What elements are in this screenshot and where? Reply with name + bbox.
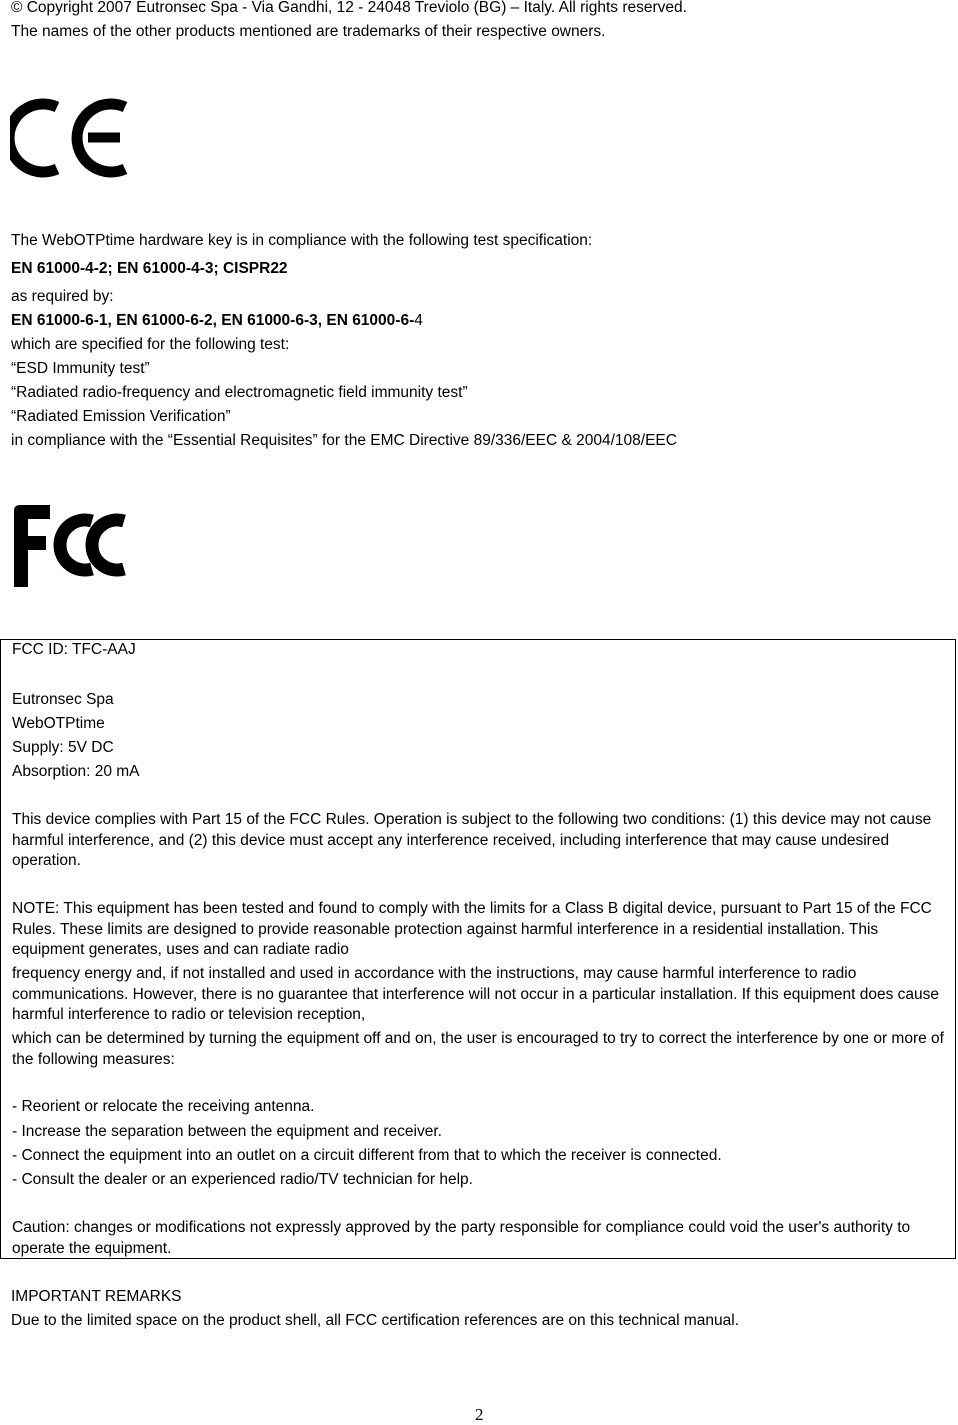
fcc-id: FCC ID: TFC-AAJ: [12, 641, 136, 658]
measure-item: - Connect the equipment into an outlet on a circuit different from that to which the receiver is connected.: [12, 1147, 722, 1164]
fcc-info-box: [0, 639, 956, 1259]
test-item: “Radiated Emission Verification”: [11, 408, 231, 425]
measure-item: - Reorient or relocate the receiving antenna.: [12, 1098, 315, 1115]
page-number: 2: [475, 1405, 484, 1424]
directive-line: in compliance with the “Essential Requisites” for the EMC Directive 89/336/EEC & 2004/108/EEC: [11, 432, 677, 449]
ce-mark-icon: [10, 94, 130, 180]
supply-spec: Supply: 5V DC: [12, 739, 114, 756]
test-spec: EN 61000-4-2; EN 61000-4-3; CISPR22: [11, 260, 288, 277]
company-name: Eutronsec Spa: [12, 691, 114, 708]
note-paragraph-1: NOTE: This equipment has been tested and found to comply with the limits for a Class B digital device, pursuant to Part 15 of the FCC Rules. These limits are designed to provide reasonable protection against harmful interference in a residential installation. This equipment generates, uses and can radiate radio: [12, 900, 932, 958]
absorption-spec: Absorption: 20 mA: [12, 763, 140, 780]
test-item: “Radiated radio-frequency and electromagnetic field immunity test”: [11, 384, 468, 401]
required-by-label: as required by:: [11, 288, 114, 305]
required-standards-tail: 4: [414, 312, 423, 329]
compliance-paragraph: This device complies with Part 15 of the FCC Rules. Operation is subject to the following two conditions: (1) this device may not cause harmful interference, and (2) this device must accept any interference received, including interference that may cause undesired operation.: [12, 811, 932, 869]
copyright-line: © Copyright 2007 Eutronsec Spa - Via Gandhi, 12 - 24048 Treviolo (BG) – Italy. All rights reserved.: [11, 0, 687, 16]
fcc-logo-icon: [10, 503, 130, 589]
required-standards-bold: EN 61000-6-1, EN 61000-6-2, EN 61000-6-3, EN 61000-6-: [11, 312, 415, 329]
trademarks-line: The names of the other products mentioned are trademarks of their respective owners.: [11, 23, 606, 40]
remarks-text: Due to the limited space on the product shell, all FCC certification references are on this technical manual.: [11, 1312, 740, 1329]
specified-label: which are specified for the following test:: [11, 336, 290, 353]
note-paragraph-2: frequency energy and, if not installed and used in accordance with the instructions, may cause harmful interference to radio communications. However, there is no guarantee that interference will not occur in a particular installation. If this equipment does cause harmful interference to radio or television reception,: [12, 965, 940, 1023]
product-name: WebOTPtime: [12, 715, 105, 732]
measure-item: - Consult the dealer or an experienced radio/TV technician for help.: [12, 1171, 473, 1188]
caution-paragraph: Caution: changes or modifications not expressly approved by the party responsible for compliance could void the user's authority to operate the equipment.: [12, 1219, 911, 1257]
measure-item: - Increase the separation between the equipment and receiver.: [12, 1123, 442, 1140]
test-item: “ESD Immunity test”: [11, 360, 150, 377]
ce-intro: The WebOTPtime hardware key is in compliance with the following test specification:: [11, 232, 593, 249]
required-standards: [11, 311, 423, 331]
remarks-title: IMPORTANT REMARKS: [11, 1288, 182, 1305]
note-paragraph-3: which can be determined by turning the equipment off and on, the user is encouraged to try to correct the interference by one or more of the following measures:: [12, 1030, 944, 1068]
